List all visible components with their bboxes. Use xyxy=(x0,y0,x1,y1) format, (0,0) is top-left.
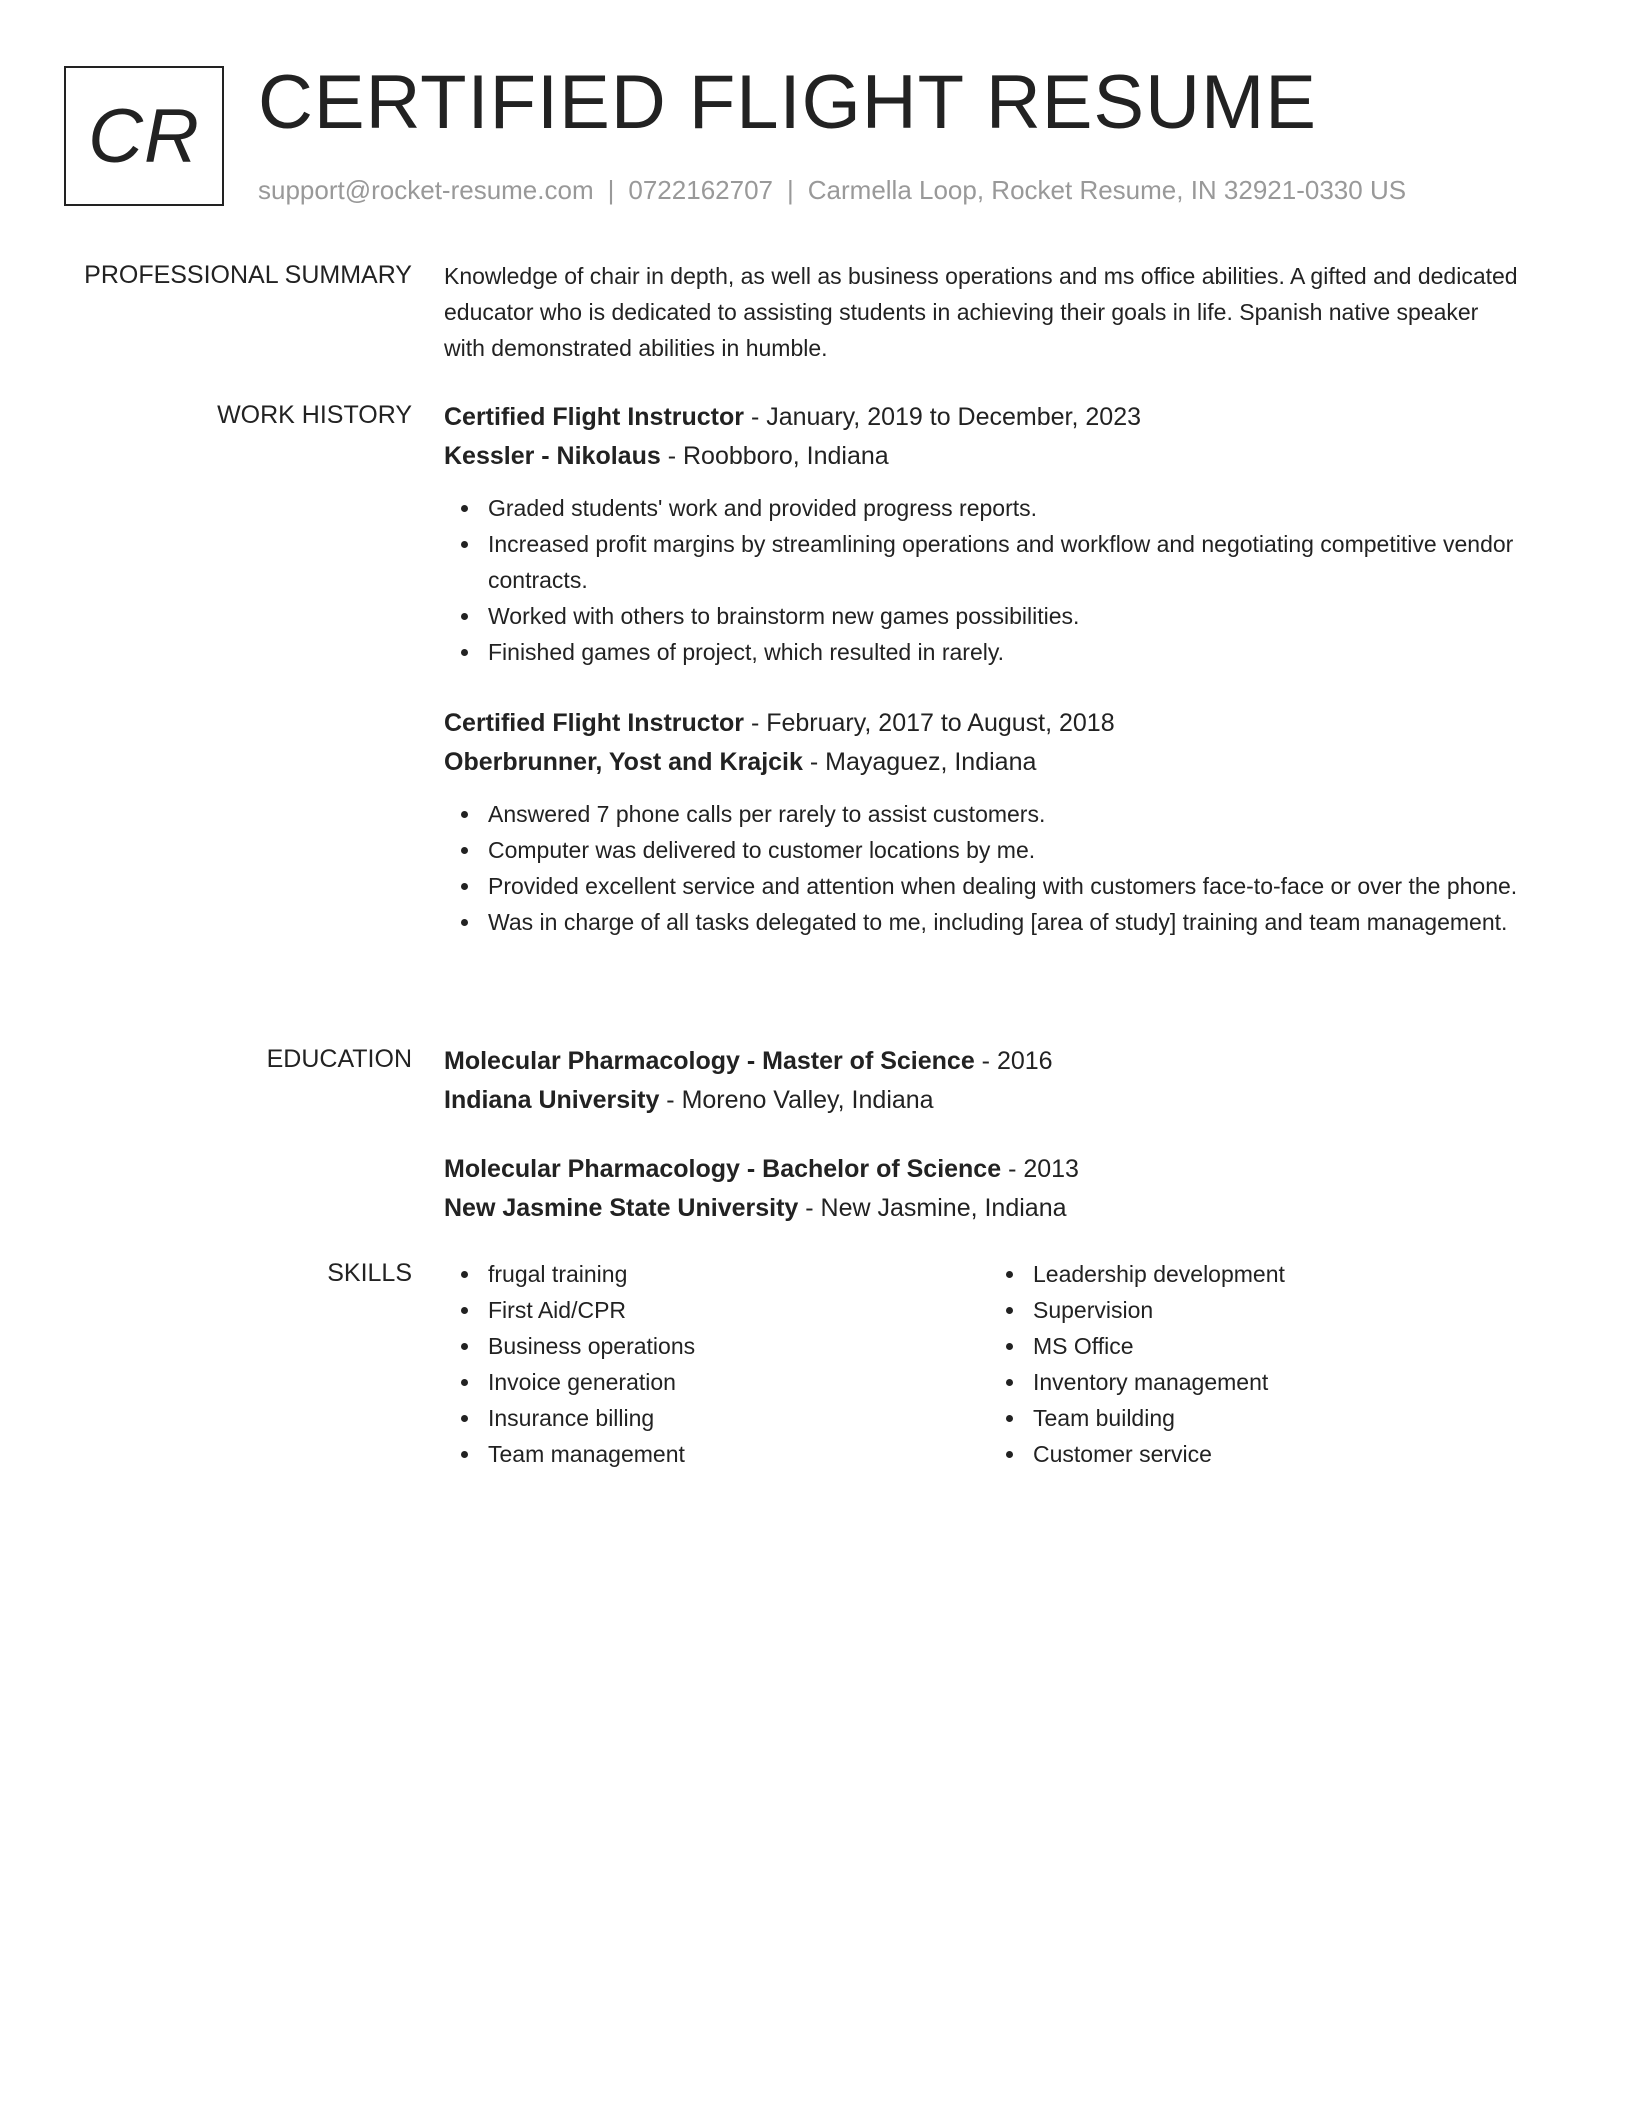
contact-separator: | xyxy=(787,175,794,205)
job-entry xyxy=(444,398,1524,670)
summary-text: Knowledge of chair in depth, as well as business operations and ms office abilities. A gifted and dedicated educator who is dedicated to assisting students in achieving their goals in life. Spanish native speaker with demonstrated abilities in humble. xyxy=(444,263,1518,361)
education-location: - Moreno Valley, Indiana xyxy=(659,1086,934,1114)
job-company: Oberbrunner, Yost and Krajcik xyxy=(444,748,803,776)
job-bullet: Increased profit margins by streamlining operations and workflow and negotiating competitive vendor contracts. xyxy=(444,526,1524,598)
job-role: Certified Flight Instructor xyxy=(444,709,744,737)
skill-item: Customer service xyxy=(989,1436,1534,1472)
education-body xyxy=(444,1042,1524,1228)
job-bullet: Finished games of project, which resulted in rarely. xyxy=(444,634,1524,670)
skill-item: Insurance billing xyxy=(444,1400,989,1436)
job-title-line xyxy=(444,704,1524,743)
education-year: - 2016 xyxy=(974,1047,1053,1075)
section-title-education: EDUCATION xyxy=(266,1045,412,1073)
education-degree: Molecular Pharmacology - Master of Science xyxy=(444,1047,975,1075)
contact-separator: | xyxy=(607,175,615,205)
job-bullet: Provided excellent service and attention when dealing with customers face-to-face or over the phone. xyxy=(444,868,1524,904)
education-school: Indiana University xyxy=(444,1086,660,1114)
job-location: - Roobboro, Indiana xyxy=(660,442,889,470)
skill-item: Business operations xyxy=(444,1328,989,1364)
job-bullet: Worked with others to brainstorm new games possibilities. xyxy=(444,598,1524,634)
skill-item: Leadership development xyxy=(989,1256,1534,1292)
skills-body xyxy=(444,1256,1524,1472)
skills-column-right xyxy=(989,1256,1534,1472)
job-bullet: Computer was delivered to customer locations by me. xyxy=(444,832,1524,868)
job-bullet: Was in charge of all tasks delegated to me, including [area of study] training and team management. xyxy=(444,904,1524,940)
skill-item: Team building xyxy=(989,1400,1534,1436)
skill-item: frugal training xyxy=(444,1256,989,1292)
job-role: Certified Flight Instructor xyxy=(444,403,744,431)
education-year: - 2013 xyxy=(1001,1155,1079,1183)
skill-item: MS Office xyxy=(989,1328,1534,1364)
monogram-initials: CR xyxy=(88,93,200,179)
summary-body xyxy=(444,258,1524,366)
work-history-body xyxy=(444,398,1524,940)
section-title-summary: PROFESSIONAL SUMMARY xyxy=(84,261,412,289)
education-school: New Jasmine State University xyxy=(444,1194,799,1222)
skill-item: Supervision xyxy=(989,1292,1534,1328)
contact-email: support@rocket-resume.com xyxy=(258,175,594,205)
job-entry xyxy=(444,704,1524,940)
job-company: Kessler - Nikolaus xyxy=(444,442,661,470)
job-dates: - January, 2019 to December, 2023 xyxy=(744,403,1141,431)
education-school-line xyxy=(444,1081,1524,1120)
education-location: - New Jasmine, Indiana xyxy=(798,1194,1067,1222)
contact-line xyxy=(258,172,1406,208)
monogram-box xyxy=(64,66,224,206)
skill-item: Invoice generation xyxy=(444,1364,989,1400)
job-bullets xyxy=(444,796,1524,940)
education-degree: Molecular Pharmacology - Bachelor of Science xyxy=(444,1155,1002,1183)
job-bullets xyxy=(444,490,1524,670)
education-entry xyxy=(444,1150,1524,1228)
education-degree-line xyxy=(444,1042,1524,1081)
contact-phone: 0722162707 xyxy=(628,175,773,205)
job-title-line xyxy=(444,398,1524,437)
contact-address: Carmella Loop, Rocket Resume, IN 32921-0330 US xyxy=(807,175,1407,205)
section-title-skills: SKILLS xyxy=(327,1259,412,1287)
resume-name: CERTIFIED FLIGHT RESUME xyxy=(258,60,1317,145)
skills-column-left xyxy=(444,1256,989,1472)
skill-item: First Aid/CPR xyxy=(444,1292,989,1328)
education-entry xyxy=(444,1042,1524,1120)
education-degree-line xyxy=(444,1150,1524,1189)
job-dates: - February, 2017 to August, 2018 xyxy=(744,709,1115,737)
skills-columns xyxy=(444,1256,1534,1472)
skill-item: Team management xyxy=(444,1436,989,1472)
job-location: - Mayaguez, Indiana xyxy=(802,748,1037,776)
education-school-line xyxy=(444,1189,1524,1228)
job-company-line xyxy=(444,743,1524,782)
job-bullet: Answered 7 phone calls per rarely to assist customers. xyxy=(444,796,1524,832)
section-title-work-history: WORK HISTORY xyxy=(217,401,412,429)
job-bullet: Graded students' work and provided progress reports. xyxy=(444,490,1524,526)
job-company-line xyxy=(444,437,1524,476)
skill-item: Inventory management xyxy=(989,1364,1534,1400)
